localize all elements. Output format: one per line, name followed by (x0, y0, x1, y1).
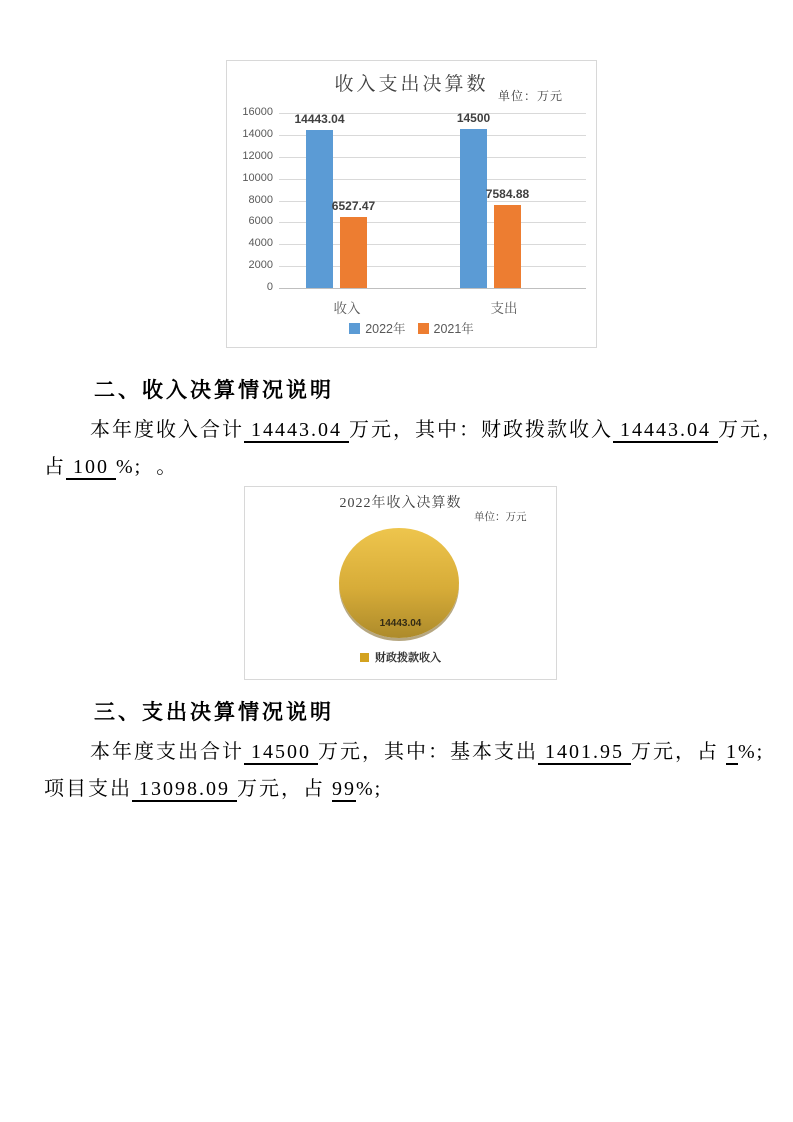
legend-label: 2022年 (365, 322, 406, 336)
y-axis-tick-label: 6000 (248, 215, 273, 227)
legend-label: 2021年 (433, 322, 474, 336)
text-run: %; (738, 741, 765, 763)
section-income-heading: 二、收入决算情况说明 (94, 379, 334, 402)
section-expenditure (44, 696, 764, 808)
underlined-value: 14443.04 (613, 419, 718, 441)
x-category-label: 支出 (490, 301, 518, 316)
paragraph-line (44, 412, 784, 449)
section-income (44, 374, 784, 486)
text-run: 万元， (718, 419, 784, 441)
bar-data-label: 14500 (456, 111, 491, 126)
gridline (279, 288, 586, 289)
text-run: 万元，占 (237, 778, 332, 800)
underlined-value: 100 (66, 456, 116, 478)
y-axis-tick-label: 16000 (242, 106, 273, 118)
section-expenditure-heading: 三、支出决算情况说明 (94, 701, 334, 724)
bar-chart (226, 60, 597, 348)
legend-swatch (418, 323, 429, 334)
y-axis-tick-label: 12000 (242, 150, 273, 162)
pie-chart (244, 486, 557, 680)
legend-item (418, 319, 474, 337)
pie-chart-legend (245, 649, 556, 665)
underlined-value: 1401.95 (538, 741, 631, 763)
legend-label: 财政拨款收入 (375, 652, 441, 664)
y-axis-tick-label: 4000 (248, 237, 273, 249)
underlined-value: 1 (726, 741, 738, 763)
text-run: 万元，占 (631, 741, 726, 763)
paragraph-line (44, 734, 764, 771)
text-run: %; (356, 778, 383, 800)
bar-data-label: 7584.88 (485, 187, 530, 202)
legend-swatch (349, 323, 360, 334)
bar-chart-title: 收入支出决算数 (334, 74, 489, 95)
underlined-value: 13098.09 (132, 778, 237, 800)
underlined-value: 14443.04 (244, 419, 349, 441)
pie-chart-title: 2022年收入决算数 (339, 496, 462, 511)
paragraph-line (44, 771, 764, 808)
bar (340, 217, 367, 288)
bar-data-label: 14443.04 (294, 112, 345, 127)
text-run: 项目支出 (44, 778, 132, 800)
bar-data-label: 6527.47 (331, 198, 376, 213)
section-income-paragraph (44, 412, 784, 486)
paragraph-line (44, 449, 764, 486)
text-run: 万元，其中：财政拨款收入 (349, 419, 613, 441)
section-expenditure-paragraph (44, 734, 764, 808)
bar (460, 129, 487, 288)
bar-chart-plot (227, 61, 596, 347)
x-category-label: 收入 (333, 301, 361, 316)
y-axis-tick-label: 14000 (242, 128, 273, 140)
underlined-value: 14500 (244, 741, 318, 763)
text-run: 本年度支出合计 (90, 741, 244, 763)
y-axis-tick-label: 8000 (248, 194, 273, 206)
underlined-value: 99 (332, 778, 356, 800)
text-run: 本年度收入合计 (90, 419, 244, 441)
legend-swatch (360, 653, 369, 662)
bar (494, 205, 521, 288)
y-axis-tick-label: 10000 (242, 172, 273, 184)
legend-item (349, 319, 405, 337)
text-run: 万元，其中：基本支出 (318, 741, 538, 763)
pie-chart-unit-label: 单位：万元 (474, 512, 527, 523)
pie-data-label: 14443.04 (379, 618, 422, 629)
y-axis-tick-label: 2000 (248, 259, 273, 271)
y-axis-tick-label: 0 (266, 281, 273, 293)
bar-chart-unit-label: 单位：万元 (498, 89, 564, 103)
text-run: 占 (44, 456, 66, 478)
text-run: %; 。 (116, 456, 179, 478)
bar-chart-legend (227, 319, 596, 337)
